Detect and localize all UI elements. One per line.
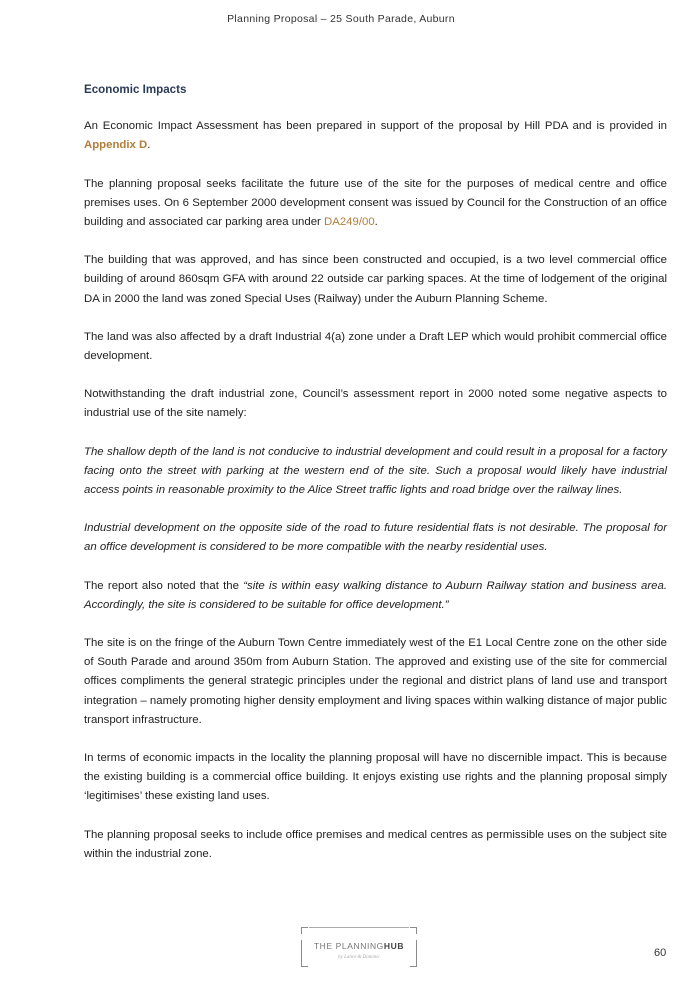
paragraph-10: In terms of economic impacts in the locality the planning proposal will have no discernible impact. This is because the existing building is a commercial office building. It enjoys existing use rights and the planning proposal simply ‘legitimises’ these existing land uses. — [84, 752, 667, 803]
da-reference-link[interactable]: DA249/00 — [324, 216, 375, 229]
paragraph-3: The building that was approved, and has since been constructed and occupied, is a two level commercial office building of around 860sqm GFA with around 22 outside car parking spaces. At the time of lodgement of the original DA in 2000 the land was zoned Special Uses (Railway) under the Auburn Planning Scheme. — [84, 254, 667, 305]
paragraph-2-end: . — [374, 216, 378, 229]
report-quote: “site is within easy walking distance to Auburn Railway station and business area. Accordingly, the site is considered to be suitable for office development.” — [84, 579, 667, 611]
quoted-paragraph-2: Industrial development on the opposite side of the road to future residential flats is not desirable. The proposal for an office development is considered to be more compatible with the nearby residential uses. — [84, 522, 667, 554]
document-body — [84, 80, 667, 883]
page-number: 60 — [654, 947, 667, 959]
planning-hub-logo — [301, 927, 417, 967]
logo-corner — [410, 927, 417, 934]
paragraph-9: The site is on the fringe of the Auburn Town Centre immediately west of the E1 Local Centre zone on the other side of South Parade and around 350m from Auburn Station. The approved and existing use of the site for commercial offices compliments the general strategic principles under the regional and district plans of land use and transport integration – namely promoting higher density employment and living spaces within walking distance of major public transport infrastructure. — [84, 637, 667, 726]
logo-rule — [309, 927, 409, 928]
paragraph-5: Notwithstanding the draft industrial zone, Council’s assessment report in 2000 noted some negative aspects to industrial use of the site namely: — [84, 388, 667, 420]
section-heading: Economic Impacts — [84, 83, 187, 96]
paragraph-4: The land was also affected by a draft Industrial 4(a) zone under a Draft LEP which would prohibit commercial office development. — [84, 330, 667, 363]
logo-tagline: by Lance & Dominic — [338, 955, 380, 960]
logo-corner — [301, 927, 308, 934]
logo-prefix: THE PLANNING — [313, 941, 384, 951]
paragraph-2 — [84, 175, 667, 233]
paragraph-8-text: The report also noted that the — [84, 579, 244, 592]
paragraph-1-text: An Economic Impact Assessment has been prepared in support of the proposal by Hill PDA and is provided in — [84, 120, 667, 133]
quoted-paragraph-1: The shallow depth of the land is not conducive to industrial development and could result in a proposal for a factory facing onto the street with parking at the western end of the site. Such a proposal would likely have industrial access points in reasonable proximity to the Alice Street traffic lights and road bridge over the railway lines. — [84, 445, 667, 497]
appendix-d-link[interactable]: Appendix D — [84, 139, 148, 152]
paragraph-8 — [84, 577, 667, 615]
logo-wordmark — [301, 941, 417, 951]
paragraph-1 — [84, 117, 667, 155]
paragraph-2-text: The planning proposal seeks facilitate the future use of the site for the purposes of medical centre and office premises uses. On 6 September 2000 development consent was issued by Council for the Construction of an office building and associated car parking area under — [84, 177, 667, 229]
page-header: Planning Proposal – 25 South Parade, Auburn — [227, 13, 455, 25]
paragraph-11: The planning proposal seeks to include office premises and medical centres as permissible uses on the subject site within the industrial zone. — [84, 828, 667, 860]
paragraph-1-end: . — [147, 139, 151, 152]
logo-suffix: HUB — [383, 941, 405, 951]
